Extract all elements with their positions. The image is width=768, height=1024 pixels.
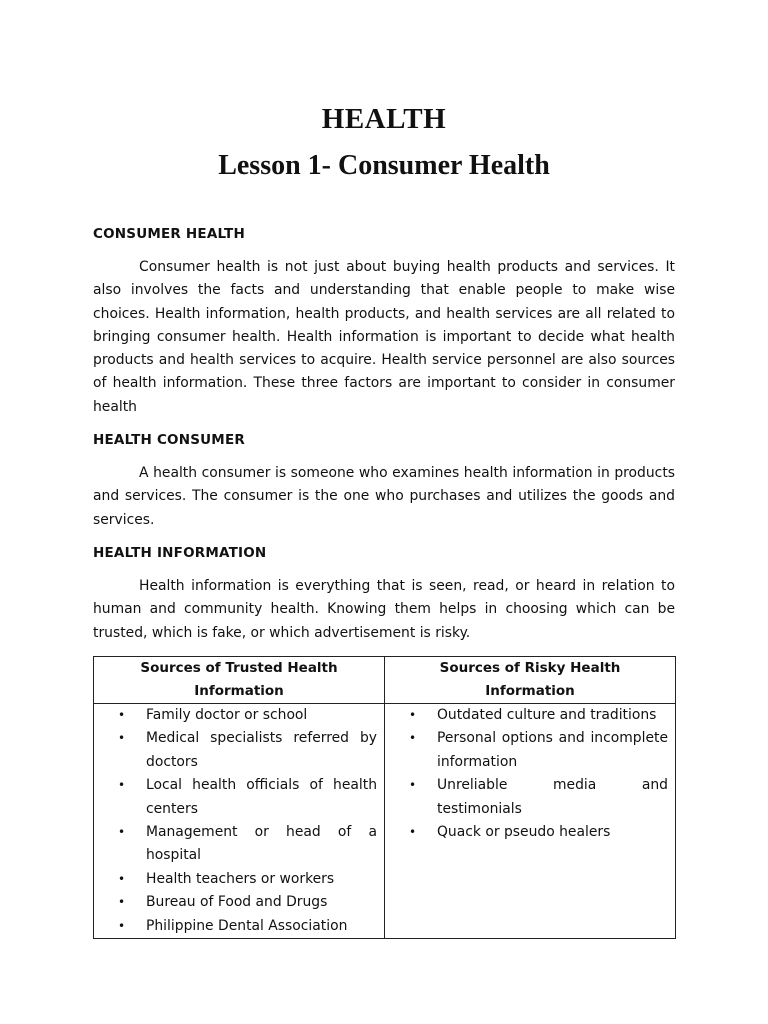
section-heading-health-consumer: HEALTH CONSUMER	[93, 432, 245, 448]
lesson-title: Lesson 1- Consumer Health	[218, 150, 550, 181]
list-item: • Family doctor or school	[94, 704, 377, 727]
list-item: • Outdated culture and traditions	[385, 704, 668, 727]
list-item: • Management or head of a hospital	[94, 821, 377, 868]
paragraph-health-consumer: A health consumer is someone who examines health information in products and services. The consumer is the one who purchases and utilizes the goods and services.	[93, 465, 675, 528]
risky-sources-header: Sources of Risky Health Information	[385, 657, 676, 704]
bullet-icon: •	[409, 708, 417, 722]
list-item: • Quack or pseudo healers	[385, 821, 668, 844]
trusted-sources-list	[94, 704, 377, 938]
section-heading-consumer-health: CONSUMER HEALTH	[93, 226, 245, 242]
bullet-icon: •	[118, 871, 126, 886]
table-row	[94, 704, 676, 939]
list-item: • Health teachers or workers	[94, 868, 377, 891]
trusted-sources-header: Sources of Trusted Health Information	[94, 657, 385, 704]
document-title: HEALTH	[321, 103, 447, 135]
list-item: • Medical specialists referred by doctors	[94, 727, 377, 774]
trusted-sources-cell	[94, 704, 385, 939]
list-item: • Unreliable media and testimonials	[385, 774, 668, 821]
paragraph-health-information: Health information is everything that is seen, read, or heard in relation to human and community health. Knowing them helps in choosing which can be trusted, which is fake, or which advertisement is risky.	[93, 578, 675, 641]
sources-table	[93, 656, 676, 939]
risky-sources-list	[385, 704, 668, 844]
table-header-row	[94, 657, 676, 704]
list-item: • Local health officials of health centers	[94, 774, 377, 821]
bullet-icon: •	[118, 778, 126, 793]
risky-sources-cell	[385, 704, 676, 939]
bullet-icon: •	[118, 731, 126, 746]
list-item: • Bureau of Food and Drugs	[94, 891, 377, 914]
bullet-icon: •	[409, 778, 417, 793]
section-heading-health-information: HEALTH INFORMATION	[93, 545, 267, 561]
list-item: • Philippine Dental Association	[94, 915, 377, 938]
bullet-icon: •	[409, 825, 417, 840]
bullet-icon: •	[409, 731, 417, 746]
bullet-icon: •	[118, 918, 126, 933]
bullet-icon: •	[118, 825, 126, 840]
list-item: • Personal options and incomplete information	[385, 727, 668, 774]
bullet-icon: •	[118, 708, 126, 722]
paragraph-consumer-health: Consumer health is not just about buying health products and services. It also involves the facts and understanding that enable people to make wise choices. Health information, health products, and health services are all related to bringing consumer health. Health information is important to decide what health products and health services to acquire. Health service personnel are also sources of health information. These three factors are important to consider in consumer health	[93, 259, 675, 415]
bullet-icon: •	[118, 895, 126, 910]
